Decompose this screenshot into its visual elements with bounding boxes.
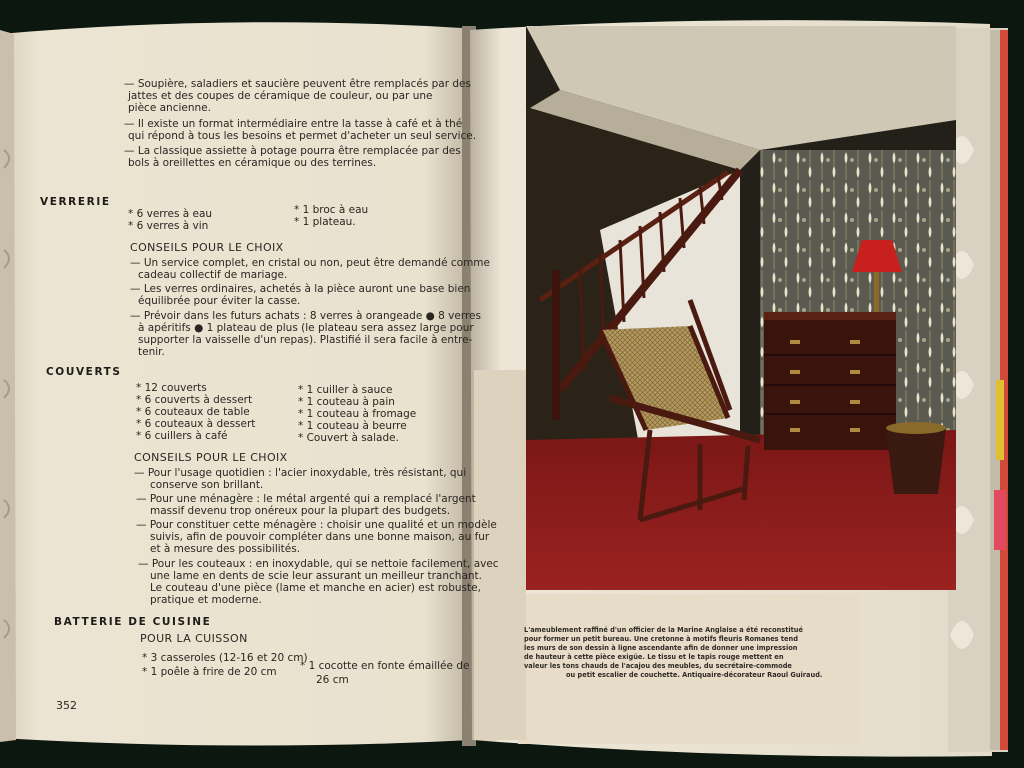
photo-caption-line: L'ameublement raffiné d'un officier de la Marine Anglaise a été reconstitué xyxy=(524,626,803,634)
conseil-line: Le couteau d'une pièce (lame et manche en acier) est robuste, xyxy=(150,582,481,594)
intro-line: jattes et des coupes de céramique de couleur, ou par une xyxy=(128,90,433,102)
list-item: * 1 cuiller à sauce xyxy=(298,384,393,396)
intro-line: — Soupière, saladiers et saucière peuvent être remplacés par des xyxy=(124,78,471,90)
sub-heading-conseils: CONSEILS POUR LE CHOIX xyxy=(134,451,288,464)
intro-line: — Il existe un format intermédiaire entre la tasse à café et à thé xyxy=(124,118,463,130)
intro-line: bols à oreillettes en céramique ou des terrines. xyxy=(128,157,377,169)
conseil-line: une lame en dents de scie leur assurant un meilleur tranchant. xyxy=(150,570,482,582)
conseil-line: — Pour une ménagère : le métal argenté qui a remplacé l'argent xyxy=(136,493,476,505)
conseil-line: et à mesure des possibilités. xyxy=(150,543,301,555)
conseil-line: pratique et moderne. xyxy=(150,594,262,606)
list-item: * 1 cocotte en fonte émaillée de xyxy=(300,660,470,672)
waste-basket xyxy=(886,428,946,494)
section-heading-verrerie: VERRERIE xyxy=(40,196,111,208)
conseil-line: équilibrée pour éviter la casse. xyxy=(138,295,301,307)
photo-caption-line: ou petit escalier de couchette. Antiquaire-décorateur Raoul Guiraud. xyxy=(566,671,823,679)
list-item: * 3 casseroles (12-16 et 20 cm) xyxy=(142,652,308,664)
conseil-line: tenir. xyxy=(138,346,165,358)
list-item: * 6 couteaux de table xyxy=(136,406,250,418)
list-item: * Couvert à salade. xyxy=(298,432,399,444)
section-heading-couverts: COUVERTS xyxy=(46,366,122,378)
intro-line: pièce ancienne. xyxy=(128,102,211,114)
conseil-line: à apéritifs ● 1 plateau de plus (le plateau sera assez large pour xyxy=(138,322,474,334)
sub-heading-cuisson: POUR LA CUISSON xyxy=(140,632,248,645)
photo-caption-line: de hauteur à cette pièce exigüe. Le tissu et le tapis rouge mettent en xyxy=(524,653,784,661)
interior-photo xyxy=(526,26,956,590)
list-item: * 1 plateau. xyxy=(294,216,356,228)
conseil-line: — Pour constituer cette ménagère : choisir une qualité et un modèle xyxy=(136,519,497,531)
conseil-line: supporter la vaisselle d'un repas). Plastifié il sera facile à entre- xyxy=(138,334,473,346)
secretary-commode xyxy=(764,312,896,450)
conseil-line: — Pour les couteaux : en inoxydable, qui se nettoie facilement, avec xyxy=(138,558,499,570)
conseil-line: massif devenu trop onéreux pour la plupart des budgets. xyxy=(150,505,451,517)
list-item: * 1 couteau à pain xyxy=(298,396,395,408)
list-item: * 1 poêle à frire de 20 cm xyxy=(142,666,277,678)
list-item: * 6 cuillers à café xyxy=(136,430,228,442)
list-item: * 12 couverts xyxy=(136,382,207,394)
photo-caption-line: valeur les tons chauds de l'acajou des meubles, du secrétaire-commode xyxy=(524,662,792,670)
intro-line: — La classique assiette à potage pourra être remplacée par des xyxy=(124,145,461,157)
section-heading-batterie: BATTERIE DE CUISINE xyxy=(54,616,212,628)
list-item: * 1 couteau à fromage xyxy=(298,408,417,420)
conseil-line: — Pour l'usage quotidien : l'acier inoxydable, très résistant, qui xyxy=(134,467,467,479)
conseil-line: suivis, afin de pouvoir compléter dans une bonne maison, au fur xyxy=(150,531,490,543)
conseil-line: conserve son brillant. xyxy=(150,479,264,491)
conseil-line: — Les verres ordinaires, achetés à la pièce auront une base bien xyxy=(130,283,471,295)
list-item: * 1 broc à eau xyxy=(294,204,369,216)
page-number: 352 xyxy=(56,699,77,712)
thumb-index-tabs xyxy=(948,28,1008,752)
photo-caption-line: les murs de son dessin à ligne ascendante afin de donner une impression xyxy=(524,644,798,652)
intro-line: qui répond à tous les besoins et permet d'acheter un seul service. xyxy=(128,130,477,142)
list-item: * 1 couteau à beurre xyxy=(298,420,407,432)
photo-caption-line: pour former un petit bureau. Une cretonne à motifs fleuris Romanes tend xyxy=(524,635,798,643)
list-item: * 6 couverts à dessert xyxy=(136,394,253,406)
list-item: 26 cm xyxy=(316,674,349,686)
list-item: * 6 verres à vin xyxy=(128,220,209,232)
conseil-line: — Prévoir dans les futurs achats : 8 verres à orangeade ● 8 verres xyxy=(130,310,481,322)
beige-side-block xyxy=(474,370,526,740)
conseil-line: — Un service complet, en cristal ou non, peut être demandé comme xyxy=(130,257,490,269)
list-item: * 6 verres à eau xyxy=(128,208,213,220)
conseil-line: cadeau collectif de mariage. xyxy=(138,269,288,281)
left-page xyxy=(0,22,472,745)
caption-box xyxy=(518,594,860,744)
sub-heading-conseils: CONSEILS POUR LE CHOIX xyxy=(130,241,284,254)
list-item: * 6 couteaux à dessert xyxy=(136,418,256,430)
